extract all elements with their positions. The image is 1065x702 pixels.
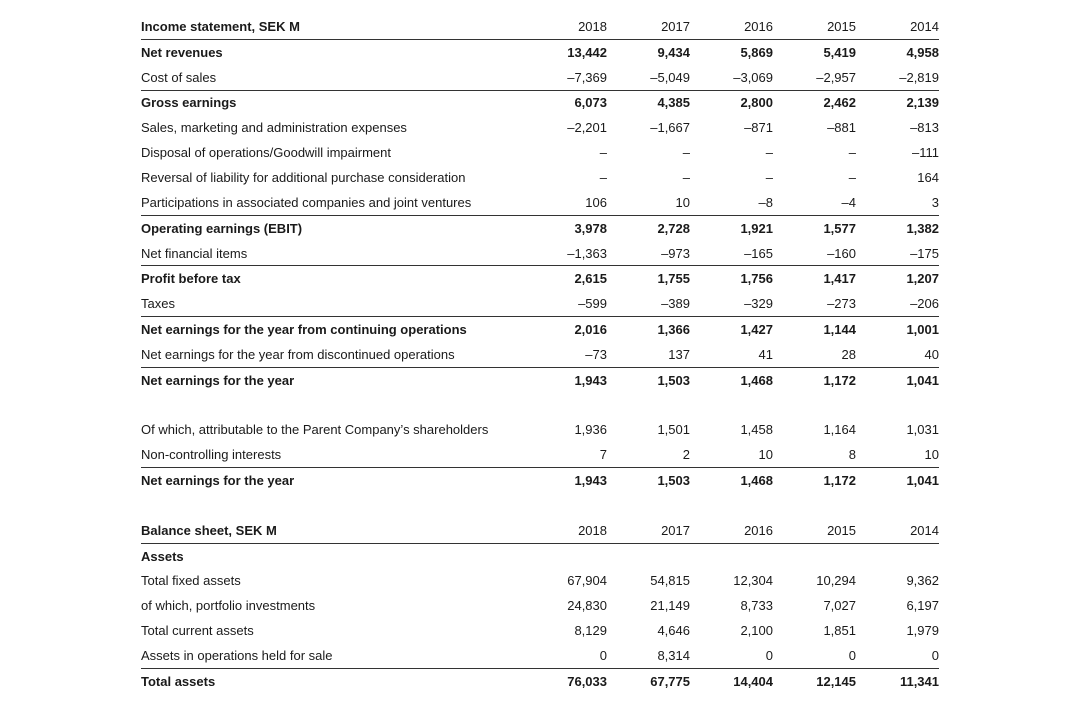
cell-value: 1,936 bbox=[574, 422, 607, 438]
cell-value: 7 bbox=[524, 442, 607, 467]
cell-value: 0 bbox=[524, 643, 607, 668]
table-row bbox=[141, 190, 939, 215]
row-label: Net earnings for the year from discontinued operations bbox=[141, 342, 524, 367]
row-label: Total assets bbox=[141, 673, 216, 689]
row-label: Net earnings for the year bbox=[141, 372, 295, 388]
cell-value: –73 bbox=[524, 342, 607, 367]
cell-value: – bbox=[599, 169, 607, 185]
table-row bbox=[141, 115, 939, 140]
cell-value: 1,041 bbox=[906, 372, 939, 388]
cell-value: 10,294 bbox=[816, 573, 856, 589]
row-label: Of which, attributable to the Parent Company’s shareholders bbox=[141, 422, 489, 438]
balance-sheet-title: Balance sheet, SEK M bbox=[141, 518, 524, 543]
row-label: Taxes bbox=[141, 291, 524, 316]
cell-value: 2,100 bbox=[740, 623, 773, 639]
cell-value: –871 bbox=[744, 120, 773, 136]
table-row bbox=[141, 643, 939, 668]
cell-value: –8 bbox=[690, 190, 773, 215]
year-header: 2015 bbox=[773, 518, 856, 543]
cell-value: 2,728 bbox=[657, 220, 690, 236]
section-label: Assets bbox=[141, 548, 184, 564]
cell-value: 10 bbox=[607, 190, 690, 215]
cell-value: 1,144 bbox=[823, 322, 856, 338]
cell-value: – bbox=[682, 145, 690, 161]
table-row bbox=[141, 442, 939, 467]
cell-value: 1,417 bbox=[823, 271, 856, 287]
table-row bbox=[141, 468, 939, 493]
row-label: Participations in associated companies and joint ventures bbox=[141, 190, 524, 215]
row-label: Net earnings for the year from continuing operations bbox=[141, 322, 467, 338]
cell-value: 8,314 bbox=[607, 643, 690, 668]
cell-value: 1,577 bbox=[823, 220, 856, 236]
cell-value: 1,468 bbox=[740, 473, 773, 489]
balance-sheet-header bbox=[141, 518, 939, 543]
row-label: Sales, marketing and administration expenses bbox=[141, 120, 407, 136]
cell-value: –4 bbox=[773, 190, 856, 215]
cell-value: 6,073 bbox=[574, 95, 607, 111]
year-header: 2016 bbox=[690, 518, 773, 543]
cell-value: 1,468 bbox=[740, 372, 773, 388]
cell-value: –389 bbox=[607, 291, 690, 316]
table-row bbox=[141, 569, 939, 594]
cell-value: 2,615 bbox=[574, 271, 607, 287]
cell-value: 1,172 bbox=[823, 473, 856, 489]
cell-value: 1,979 bbox=[906, 623, 939, 639]
cell-value: 1,031 bbox=[906, 422, 939, 438]
cell-value: 164 bbox=[917, 169, 939, 185]
year-header: 2018 bbox=[524, 14, 607, 39]
cell-value: 28 bbox=[773, 342, 856, 367]
cell-value: 1,001 bbox=[906, 322, 939, 338]
cell-value: 67,775 bbox=[650, 673, 690, 689]
cell-value: 8,733 bbox=[740, 598, 773, 614]
cell-value: 1,172 bbox=[823, 372, 856, 388]
cell-value: – bbox=[682, 169, 690, 185]
cell-value: 12,304 bbox=[733, 573, 773, 589]
table-row bbox=[141, 367, 939, 392]
year-header: 2014 bbox=[856, 14, 939, 39]
cell-value: 2,139 bbox=[906, 95, 939, 111]
cell-value: –111 bbox=[912, 145, 939, 161]
cell-value: 14,404 bbox=[733, 673, 773, 689]
cell-value: 40 bbox=[856, 342, 939, 367]
spacer-row bbox=[141, 393, 939, 418]
cell-value: –206 bbox=[856, 291, 939, 316]
cell-value: 5,419 bbox=[823, 44, 856, 60]
row-label: Net earnings for the year bbox=[141, 473, 295, 489]
cell-value: 1,943 bbox=[574, 473, 607, 489]
cell-value: 21,149 bbox=[650, 598, 690, 614]
table-row bbox=[141, 668, 939, 693]
cell-value: 8,129 bbox=[574, 623, 607, 639]
cell-value: 8 bbox=[773, 442, 856, 467]
cell-value: 0 bbox=[690, 643, 773, 668]
table-row bbox=[141, 39, 939, 64]
cell-value: 1,382 bbox=[906, 220, 939, 236]
cell-value: 1,503 bbox=[657, 372, 690, 388]
cell-value: 0 bbox=[773, 643, 856, 668]
cell-value: –3,069 bbox=[690, 65, 773, 90]
cell-value: – bbox=[599, 145, 607, 161]
row-label: Disposal of operations/Goodwill impairment bbox=[141, 145, 392, 161]
cell-value: 12,145 bbox=[816, 673, 856, 689]
section-row bbox=[141, 543, 939, 568]
table-row bbox=[141, 241, 939, 266]
row-label: Net revenues bbox=[141, 44, 223, 60]
cell-value: 2 bbox=[607, 442, 690, 467]
row-label: Total fixed assets bbox=[141, 573, 241, 589]
cell-value: 24,830 bbox=[567, 598, 607, 614]
table-row bbox=[141, 342, 939, 367]
cell-value: 1,427 bbox=[740, 322, 773, 338]
row-label: Profit before tax bbox=[141, 271, 241, 287]
table-row bbox=[141, 165, 939, 190]
cell-value: 10 bbox=[856, 442, 939, 467]
cell-value: 76,033 bbox=[567, 673, 607, 689]
cell-value: 1,458 bbox=[740, 422, 773, 438]
income-statement-header bbox=[141, 14, 939, 39]
year-header: 2014 bbox=[856, 518, 939, 543]
cell-value: 11,341 bbox=[899, 673, 939, 689]
cell-value: 41 bbox=[690, 342, 773, 367]
table-row bbox=[141, 291, 939, 316]
cell-value: –5,049 bbox=[607, 65, 690, 90]
cell-value: 1,503 bbox=[657, 473, 690, 489]
year-header: 2017 bbox=[607, 518, 690, 543]
cell-value: – bbox=[765, 145, 773, 161]
cell-value: –273 bbox=[773, 291, 856, 316]
cell-value: 0 bbox=[856, 643, 939, 668]
table-row bbox=[141, 215, 939, 240]
cell-value: 1,755 bbox=[657, 271, 690, 287]
cell-value: 13,442 bbox=[567, 44, 607, 60]
cell-value: 3 bbox=[856, 190, 939, 215]
cell-value: 1,366 bbox=[657, 322, 690, 338]
cell-value: 2,800 bbox=[740, 95, 773, 111]
cell-value: 4,646 bbox=[657, 623, 690, 639]
row-label: Cost of sales bbox=[141, 65, 524, 90]
cell-value: 3,978 bbox=[574, 220, 607, 236]
table-row bbox=[141, 317, 939, 342]
cell-value: 137 bbox=[607, 342, 690, 367]
cell-value: 1,207 bbox=[906, 271, 939, 287]
row-label: Gross earnings bbox=[141, 95, 237, 111]
cell-value: 5,869 bbox=[740, 44, 773, 60]
cell-value: 1,164 bbox=[823, 422, 856, 438]
cell-value: 9,362 bbox=[906, 573, 939, 589]
row-label: Assets in operations held for sale bbox=[141, 643, 524, 668]
cell-value: –2,201 bbox=[567, 120, 607, 136]
row-label: of which, portfolio investments bbox=[141, 598, 316, 614]
cell-value: –165 bbox=[690, 241, 773, 266]
cell-value: –2,819 bbox=[856, 65, 939, 90]
cell-value: – bbox=[765, 169, 773, 185]
cell-value: 7,027 bbox=[823, 598, 856, 614]
row-label: Operating earnings (EBIT) bbox=[141, 220, 303, 236]
cell-value: –881 bbox=[827, 120, 856, 136]
row-label: Net financial items bbox=[141, 241, 524, 266]
cell-value: 67,904 bbox=[567, 573, 607, 589]
cell-value: –7,369 bbox=[524, 65, 607, 90]
table-row bbox=[141, 140, 939, 165]
year-header: 2016 bbox=[690, 14, 773, 39]
table-row bbox=[141, 90, 939, 115]
financial-summary bbox=[141, 14, 939, 694]
income-statement-title: Income statement, SEK M bbox=[141, 14, 524, 39]
cell-value: 1,756 bbox=[740, 271, 773, 287]
cell-value: – bbox=[848, 145, 856, 161]
financial-table bbox=[141, 14, 939, 694]
cell-value: –1,667 bbox=[650, 120, 690, 136]
cell-value: 1,501 bbox=[657, 422, 690, 438]
year-header: 2015 bbox=[773, 14, 856, 39]
cell-value: –599 bbox=[524, 291, 607, 316]
cell-value: 6,197 bbox=[906, 598, 939, 614]
cell-value: –160 bbox=[773, 241, 856, 266]
cell-value: 1,851 bbox=[823, 623, 856, 639]
cell-value: –175 bbox=[856, 241, 939, 266]
table-row bbox=[141, 266, 939, 291]
row-label: Total current assets bbox=[141, 623, 254, 639]
cell-value: 2,462 bbox=[823, 95, 856, 111]
cell-value: –329 bbox=[690, 291, 773, 316]
cell-value: 1,921 bbox=[740, 220, 773, 236]
cell-value: 4,958 bbox=[906, 44, 939, 60]
cell-value: 54,815 bbox=[650, 573, 690, 589]
row-label: Non-controlling interests bbox=[141, 442, 524, 467]
row-label: Reversal of liability for additional purchase consideration bbox=[141, 169, 466, 185]
cell-value: – bbox=[848, 169, 856, 185]
cell-value: –1,363 bbox=[524, 241, 607, 266]
year-header: 2018 bbox=[524, 518, 607, 543]
table-row bbox=[141, 618, 939, 643]
table-row bbox=[141, 65, 939, 90]
spacer-row bbox=[141, 493, 939, 518]
cell-value: 10 bbox=[690, 442, 773, 467]
cell-value: –813 bbox=[910, 120, 939, 136]
cell-value: 9,434 bbox=[657, 44, 690, 60]
cell-value: 1,041 bbox=[906, 473, 939, 489]
cell-value: 1,943 bbox=[574, 372, 607, 388]
cell-value: –973 bbox=[607, 241, 690, 266]
cell-value: –2,957 bbox=[773, 65, 856, 90]
cell-value: 2,016 bbox=[574, 322, 607, 338]
cell-value: 4,385 bbox=[657, 95, 690, 111]
cell-value: 106 bbox=[524, 190, 607, 215]
year-header: 2017 bbox=[607, 14, 690, 39]
table-row bbox=[141, 593, 939, 618]
table-row bbox=[141, 418, 939, 443]
